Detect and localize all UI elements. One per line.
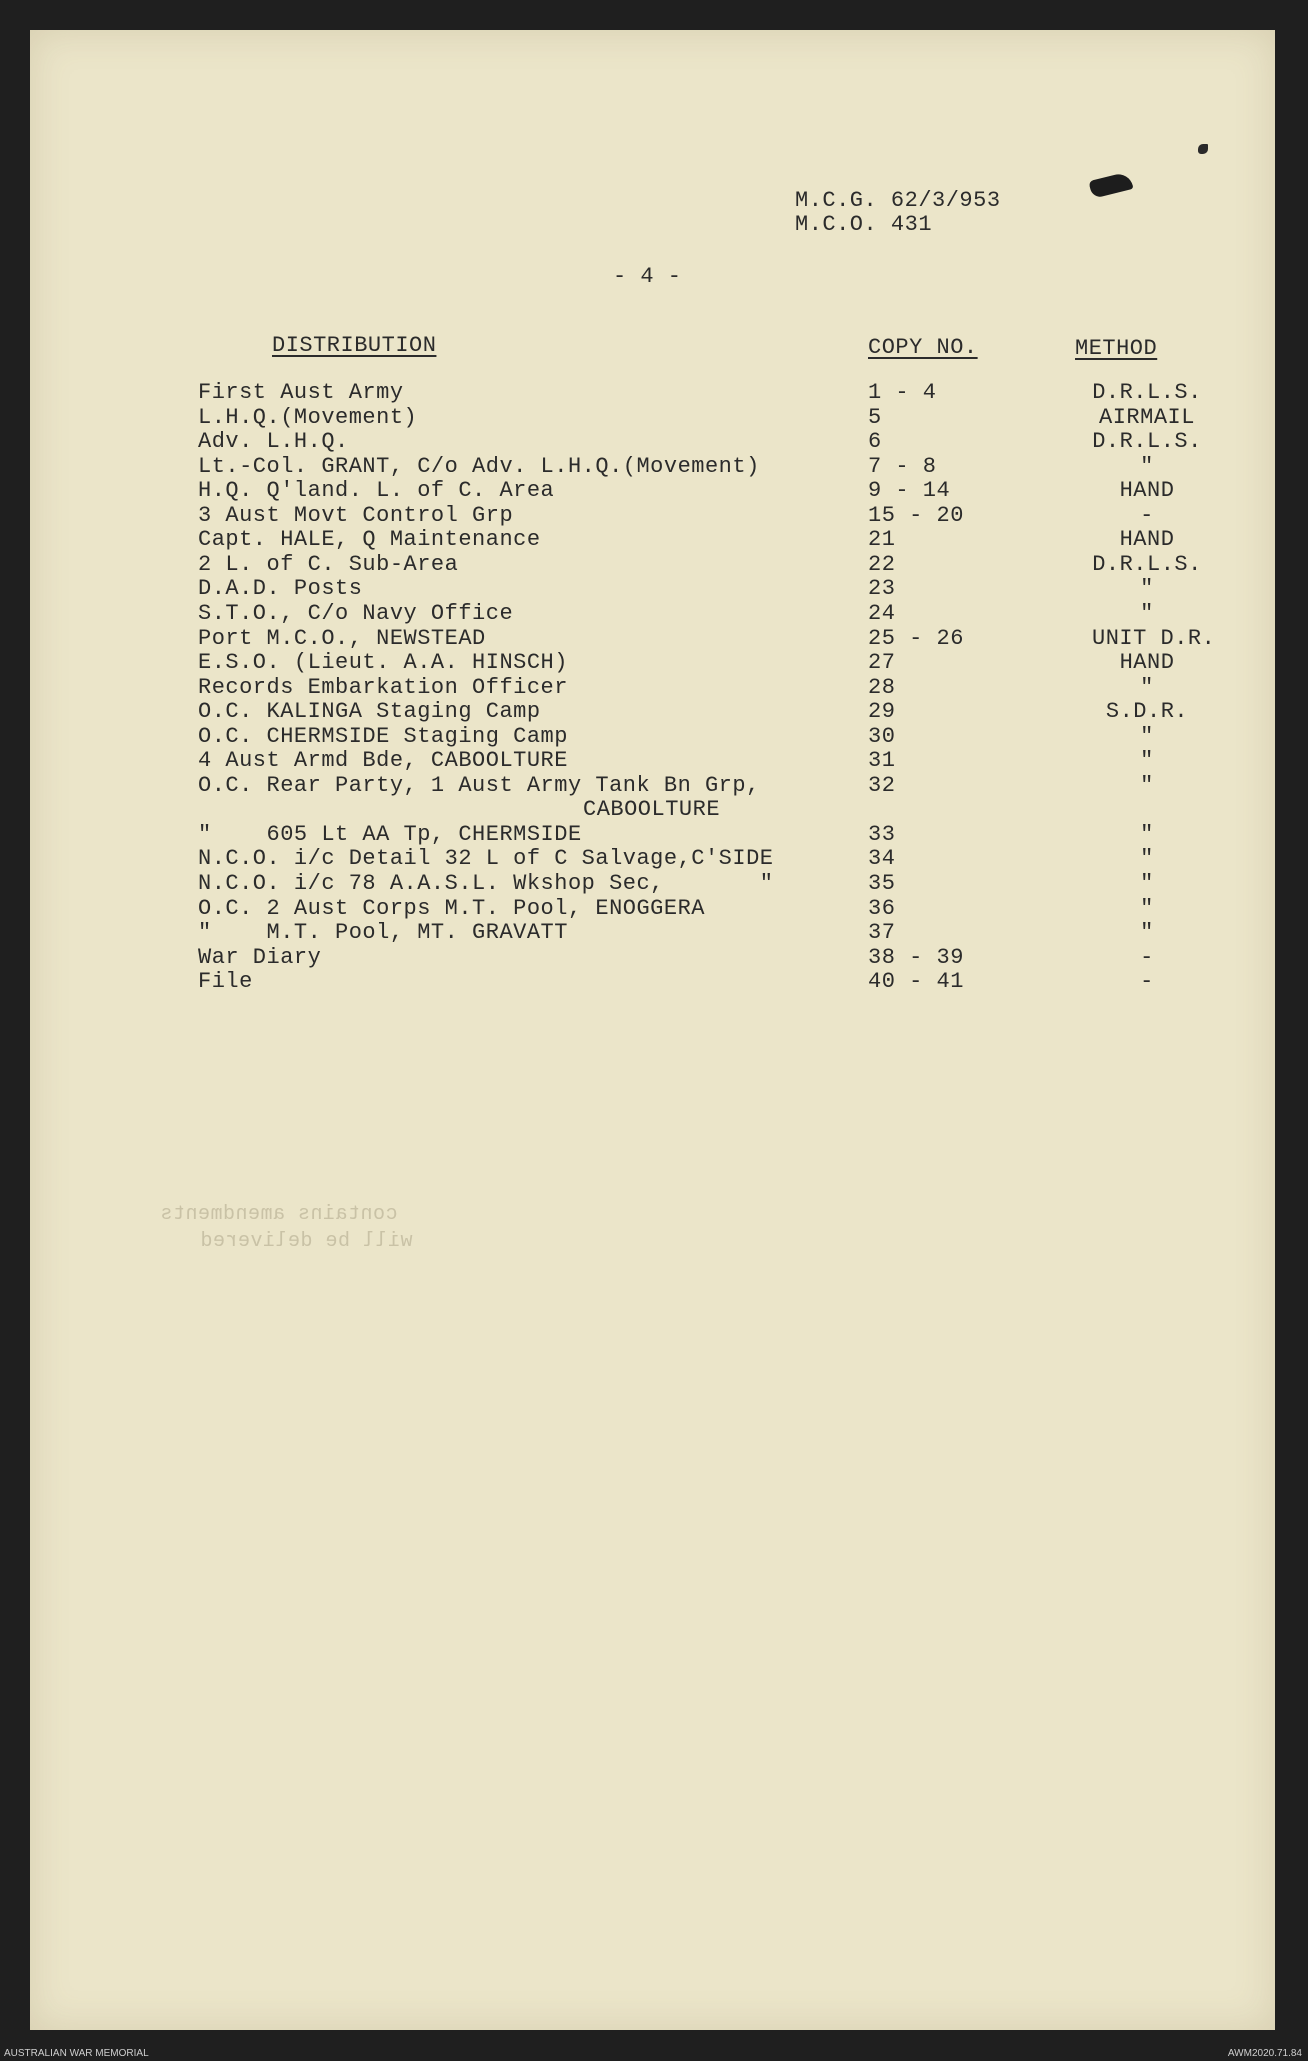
delivery-method: D.R.L.S. (1092, 552, 1202, 577)
copy-number: 25 - 26 (868, 626, 964, 651)
delivery-method: " (1140, 454, 1154, 479)
delivery-method: HAND (1119, 527, 1175, 552)
delivery-method: " (1140, 822, 1154, 847)
copy-number: 28 (868, 675, 896, 700)
copy-number: 27 (868, 650, 896, 675)
delivery-method: " (1140, 846, 1154, 871)
header-method: METHOD (1075, 336, 1158, 361)
footer-accession: AWM2020.71.84 (1227, 2048, 1302, 2059)
recipient-name: O.C. KALINGA Staging Camp (198, 699, 541, 724)
recipient-name: Port M.C.O., NEWSTEAD (198, 626, 486, 651)
recipient-name: First Aust Army (198, 380, 404, 405)
copy-number: 7 - 8 (868, 454, 937, 479)
recipient-name: D.A.D. Posts (198, 576, 363, 601)
footer-institution: AUSTRALIAN WAR MEMORIAL (4, 2048, 149, 2059)
copy-number: 21 (868, 527, 896, 552)
copy-number: 23 (868, 576, 896, 601)
delivery-method: - (1140, 945, 1154, 970)
delivery-method: " (1140, 871, 1154, 896)
copy-number: 35 (868, 871, 896, 896)
copy-number: 36 (868, 896, 896, 921)
page-number: - 4 - (613, 264, 682, 289)
delivery-method: " (1140, 920, 1154, 945)
copy-number: 37 (868, 920, 896, 945)
copy-number: 9 - 14 (868, 478, 951, 503)
delivery-method: UNIT D.R. (1092, 626, 1216, 651)
copy-number: 34 (868, 846, 896, 871)
delivery-method: AIRMAIL (1099, 405, 1195, 430)
recipient-name: Records Embarkation Officer (198, 675, 568, 700)
recipient-name: L.H.Q.(Movement) (198, 405, 418, 430)
copy-number: 29 (868, 699, 896, 724)
recipient-name: 2 L. of C. Sub-Area (198, 552, 459, 577)
recipient-name: O.C. Rear Party, 1 Aust Army Tank Bn Grp, (198, 773, 760, 798)
delivery-method: " (1140, 773, 1154, 798)
pin-mark (1198, 144, 1208, 154)
copy-number: 5 (868, 405, 882, 430)
recipient-name: N.C.O. i/c 78 A.A.S.L. Wkshop Sec, " (198, 871, 774, 896)
recipient-name: E.S.O. (Lieut. A.A. HINSCH) (198, 650, 568, 675)
delivery-method: S.D.R. (1105, 699, 1189, 724)
recipient-name: " 605 Lt AA Tp, CHERMSIDE (198, 822, 582, 847)
copy-number: 30 (868, 724, 896, 749)
delivery-method: D.R.L.S. (1092, 429, 1202, 454)
ink-blot (1088, 171, 1133, 199)
recipient-name: War Diary (198, 945, 322, 970)
bleed-through-line-2: will be delivered (200, 1230, 413, 1253)
delivery-method: " (1140, 675, 1154, 700)
copy-number: 24 (868, 601, 896, 626)
copy-number: 31 (868, 748, 896, 773)
recipient-name: S.T.O., C/o Navy Office (198, 601, 514, 626)
delivery-method: " (1140, 724, 1154, 749)
delivery-method: " (1140, 748, 1154, 773)
reference-line-2: M.C.O. 431 (795, 212, 933, 237)
copy-number: 40 - 41 (868, 969, 964, 994)
header-copy-no: COPY NO. (868, 335, 978, 360)
recipient-continuation: CABOOLTURE (583, 797, 721, 822)
copy-number: 6 (868, 429, 882, 454)
header-distribution: DISTRIBUTION (272, 333, 437, 358)
delivery-method: - (1140, 503, 1154, 528)
recipient-name: O.C. CHERMSIDE Staging Camp (198, 724, 568, 749)
recipient-name: 3 Aust Movt Control Grp (198, 503, 514, 528)
recipient-name: File (198, 969, 253, 994)
delivery-method: HAND (1119, 478, 1175, 503)
copy-number: 33 (868, 822, 896, 847)
recipient-name: Lt.-Col. GRANT, C/o Adv. L.H.Q.(Movement) (198, 454, 760, 479)
reference-line-1: M.C.G. 62/3/953 (795, 188, 1001, 213)
delivery-method: " (1140, 896, 1154, 921)
recipient-name: O.C. 2 Aust Corps M.T. Pool, ENOGGERA (198, 896, 705, 921)
delivery-method: " (1140, 576, 1154, 601)
recipient-name: " M.T. Pool, MT. GRAVATT (198, 920, 568, 945)
recipient-name: 4 Aust Armd Bde, CABOOLTURE (198, 748, 568, 773)
recipient-name: N.C.O. i/c Detail 32 L of C Salvage,C'SIDE (198, 846, 774, 871)
recipient-name: H.Q. Q'land. L. of C. Area (198, 478, 555, 503)
document-page (30, 30, 1275, 2030)
delivery-method: " (1140, 601, 1154, 626)
copy-number: 15 - 20 (868, 503, 964, 528)
bleed-through-line-1: contains amendments (160, 1203, 398, 1226)
recipient-name: Capt. HALE, Q Maintenance (198, 527, 541, 552)
copy-number: 38 - 39 (868, 945, 964, 970)
delivery-method: HAND (1119, 650, 1175, 675)
copy-number: 1 - 4 (868, 380, 937, 405)
recipient-name: Adv. L.H.Q. (198, 429, 349, 454)
delivery-method: - (1140, 969, 1154, 994)
copy-number: 32 (868, 773, 896, 798)
copy-number: 22 (868, 552, 896, 577)
delivery-method: D.R.L.S. (1092, 380, 1202, 405)
